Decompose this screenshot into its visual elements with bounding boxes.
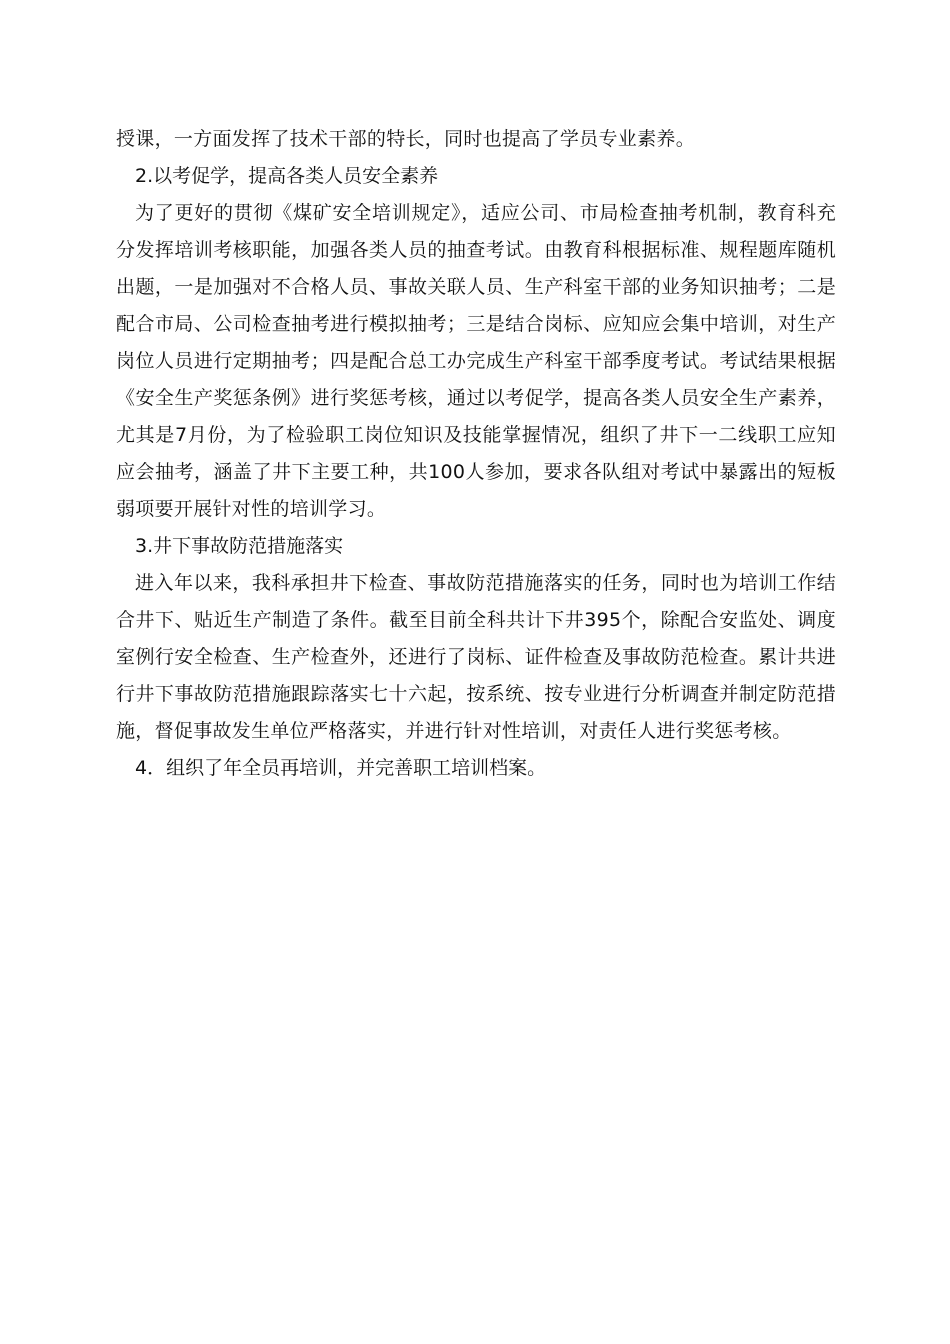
paragraph-continued: 授课，一方面发挥了技术干部的特长，同时也提高了学员专业素养。 [116,128,696,150]
section-heading-4: 4．组织了年全员再培训，并完善职工培训档案。 [135,757,547,779]
document-body [116,121,836,787]
paragraph-accident-prevention: 进入年以来，我科承担井下检查、事故防范措施落实的任务，同时也为培训工作结合井下、贴近生产制造了条件。截至目前全科共计下井395个，除配合安监处、调度室例行安全检查、生产检查外，还进行了岗标、证件检查及事故防范检查。累计共进行井下事故防范措施跟踪落实七十六起，按系统、按专业进行分析调查并制定防范措施，督促事故发生单位严格落实，并进行针对性培训，对责任人进行奖惩考核。 [116,572,836,742]
paragraph-exam-promotion: 为了更好的贯彻《煤矿安全培训规定》，适应公司、市局检查抽考机制，教育科充分发挥培训考核职能，加强各类人员的抽查考试。由教育科根据标准、规程题库随机出题，一是加强对不合格人员、事故关联人员、生产科室干部的业务知识抽考；二是配合市局、公司检查抽考进行模拟抽考；三是结合岗标、应知应会集中培训，对生产岗位人员进行定期抽考；四是配合总工办完成生产科室干部季度考试。考试结果根据《安全生产奖惩条例》进行奖惩考核，通过以考促学，提高各类人员安全生产素养，尤其是7月份，为了检验职工岗位知识及技能掌握情况，组织了井下一二线职工应知应会抽考，涵盖了井下主要工种，共100人参加，要求各队组对考试中暴露出的短板弱项要开展针对性的培训学习。 [116,202,836,520]
section-heading-3: 3.井下事故防范措施落实 [135,535,344,557]
section-heading-2: 2.以考促学，提高各类人员安全素养 [135,165,439,187]
